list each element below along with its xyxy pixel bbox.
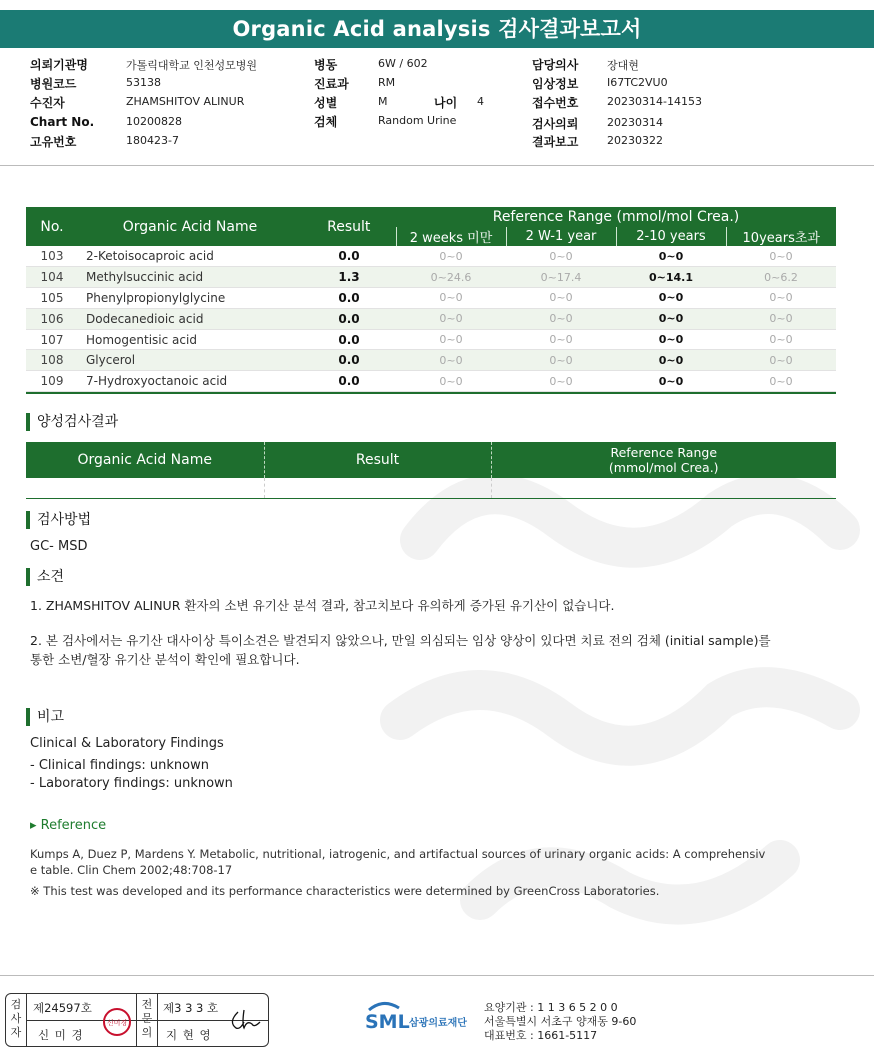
lab-address: 서울특별시 서초구 양재동 9-60 bbox=[484, 1015, 637, 1028]
cell-name: Dodecanedioic acid bbox=[78, 308, 302, 329]
cell-range-2: 0~0 bbox=[506, 329, 616, 350]
signature-divider bbox=[136, 994, 137, 1046]
label-department: 진료과 bbox=[314, 77, 349, 91]
sml-logo-text: SML bbox=[365, 1011, 410, 1033]
value-result-report: 20230322 bbox=[607, 134, 663, 147]
reference-note: ※ This test was developed and its performance characteristics were determined by GreenCross Laboratories. bbox=[30, 884, 660, 898]
label-specimen: 검체 bbox=[314, 115, 338, 129]
tester-seal-icon bbox=[102, 1007, 132, 1037]
footer-separator bbox=[0, 975, 874, 976]
pos-cell-ref bbox=[491, 478, 836, 498]
cell-result: 0.0 bbox=[302, 350, 396, 371]
cell-name: 7-Hydroxyoctanoic acid bbox=[78, 371, 302, 392]
label-physician: 담당의사 bbox=[532, 58, 579, 72]
cell-name: Homogentisic acid bbox=[78, 329, 302, 350]
cell-range-1: 0~0 bbox=[396, 246, 506, 267]
table-row bbox=[26, 246, 836, 267]
cell-result: 0.0 bbox=[302, 288, 396, 309]
col-header-range-3: 2-10 years bbox=[616, 227, 726, 246]
opinion-line-2b: 통한 소변/혈장 유기산 분석이 확인에 필요합니다. bbox=[30, 652, 300, 667]
value-ward: 6W / 602 bbox=[378, 57, 428, 70]
value-test-request: 20230314 bbox=[607, 116, 663, 129]
cell-range-2: 0~0 bbox=[506, 308, 616, 329]
value-age: 4 bbox=[477, 95, 484, 108]
opinion-line-2a: 2. 본 검사에서는 유기산 대사이상 특이소견은 발견되지 않았으나, 만일 의심되는 임상 양상이 있다면 치료 전의 검체 (initial sample)를 bbox=[30, 633, 771, 648]
cell-range-4: 0~0 bbox=[726, 308, 836, 329]
section-title-remarks: 비고 bbox=[26, 708, 64, 726]
cell-result: 0.0 bbox=[302, 329, 396, 350]
value-unique-no: 180423-7 bbox=[126, 134, 179, 147]
cell-result: 1.3 bbox=[302, 267, 396, 288]
cell-no: 108 bbox=[26, 350, 78, 371]
tester-label: 검사자 bbox=[10, 998, 22, 1039]
specialist-label: 전문의 bbox=[141, 998, 153, 1039]
remarks-line-3: - Laboratory findings: unknown bbox=[30, 776, 233, 791]
cell-result: 0.0 bbox=[302, 308, 396, 329]
value-patient: ZHAMSHITOV ALINUR bbox=[126, 95, 245, 108]
signature-box bbox=[5, 993, 269, 1047]
cell-name: Glycerol bbox=[78, 350, 302, 371]
cell-name: Methylsuccinic acid bbox=[78, 267, 302, 288]
results-table bbox=[26, 207, 836, 394]
col-header-name: Organic Acid Name bbox=[78, 207, 302, 246]
cell-no: 107 bbox=[26, 329, 78, 350]
cell-name: Phenylpropionylglycine bbox=[78, 288, 302, 309]
value-specimen: Random Urine bbox=[378, 114, 457, 127]
value-chart-no: 10200828 bbox=[126, 115, 182, 128]
positive-results-table bbox=[26, 442, 836, 499]
label-test-request: 검사의뢰 bbox=[532, 117, 579, 131]
reference-title: ▸ Reference bbox=[30, 818, 107, 833]
table-row bbox=[26, 350, 836, 371]
col-header-no: No. bbox=[26, 207, 78, 246]
section-title-opinion: 소견 bbox=[26, 568, 64, 586]
cell-range-3: 0~0 bbox=[616, 246, 726, 267]
label-ward: 병동 bbox=[314, 58, 338, 72]
label-hospital-code: 병원코드 bbox=[30, 77, 77, 91]
cell-range-2: 0~17.4 bbox=[506, 267, 616, 288]
value-requesting-institution: 가톨릭대학교 인천성모병원 bbox=[126, 59, 258, 72]
value-department: RM bbox=[378, 76, 396, 89]
pos-cell-result bbox=[264, 478, 491, 498]
cell-range-2: 0~0 bbox=[506, 350, 616, 371]
col-header-result: Result bbox=[302, 207, 396, 246]
value-receipt-no: 20230314-14153 bbox=[607, 95, 702, 108]
cell-no: 109 bbox=[26, 371, 78, 392]
sml-logo-icon bbox=[365, 1000, 480, 1040]
label-receipt-no: 접수번호 bbox=[532, 96, 579, 110]
report-title: Organic Acid analysis 검사결과보고서 bbox=[0, 10, 874, 48]
value-clinical-info: I67TC2VU0 bbox=[607, 76, 668, 89]
pos-col-header-ref bbox=[491, 442, 836, 478]
lab-contact bbox=[484, 1001, 636, 1043]
cell-range-1: 0~0 bbox=[396, 329, 506, 350]
label-clinical-info: 임상정보 bbox=[532, 77, 579, 91]
label-requesting-institution: 의뢰기관명 bbox=[30, 58, 88, 72]
specialist-name: 지 현 영 bbox=[166, 1028, 212, 1042]
signature-divider bbox=[157, 994, 158, 1046]
sml-org-name: 삼광의료재단 bbox=[409, 1018, 467, 1029]
table-bottom-rule bbox=[26, 392, 836, 394]
cell-range-3: 0~0 bbox=[616, 288, 726, 309]
cell-range-1: 0~24.6 bbox=[396, 267, 506, 288]
col-header-ref-range: Reference Range (mmol/mol Crea.) bbox=[396, 207, 836, 227]
pos-ref-line2: (mmol/mol Crea.) bbox=[608, 460, 719, 475]
table-row bbox=[26, 329, 836, 350]
value-sex: M bbox=[378, 95, 388, 108]
remarks-line-1: Clinical & Laboratory Findings bbox=[30, 736, 224, 751]
pos-col-header-name: Organic Acid Name bbox=[26, 442, 264, 478]
cell-range-4: 0~0 bbox=[726, 329, 836, 350]
cell-range-3: 0~14.1 bbox=[616, 267, 726, 288]
cell-range-1: 0~0 bbox=[396, 371, 506, 392]
table-row bbox=[26, 288, 836, 309]
cell-no: 103 bbox=[26, 246, 78, 267]
col-header-range-2: 2 W-1 year bbox=[506, 227, 616, 246]
cell-range-1: 0~0 bbox=[396, 288, 506, 309]
pos-ref-line1: Reference Range bbox=[610, 445, 718, 460]
sml-logo bbox=[365, 1000, 480, 1044]
cell-no: 104 bbox=[26, 267, 78, 288]
lab-institution-code: 요양기관 : 1 1 3 6 5 2 0 0 bbox=[484, 1001, 618, 1014]
cell-range-1: 0~0 bbox=[396, 350, 506, 371]
cell-range-1: 0~0 bbox=[396, 308, 506, 329]
cell-range-4: 0~0 bbox=[726, 371, 836, 392]
label-patient: 수진자 bbox=[30, 96, 65, 110]
info-separator bbox=[0, 165, 874, 166]
remarks-line-2: - Clinical findings: unknown bbox=[30, 758, 209, 773]
pos-cell-name bbox=[26, 478, 264, 498]
cell-range-3: 0~0 bbox=[616, 329, 726, 350]
specialist-signature-icon bbox=[226, 1006, 264, 1036]
table-row bbox=[26, 267, 836, 288]
value-hospital-code: 53138 bbox=[126, 76, 161, 89]
section-title-method: 검사방법 bbox=[26, 511, 91, 529]
pos-col-header-result: Result bbox=[264, 442, 491, 478]
col-header-range-4: 10years초과 bbox=[726, 227, 836, 246]
cell-range-4: 0~6.2 bbox=[726, 267, 836, 288]
cell-range-4: 0~0 bbox=[726, 288, 836, 309]
label-age: 나이 bbox=[434, 96, 458, 110]
method-text: GC- MSD bbox=[30, 539, 88, 554]
cell-range-4: 0~0 bbox=[726, 246, 836, 267]
cell-name: 2-Ketoisocaproic acid bbox=[78, 246, 302, 267]
section-title-positive: 양성검사결과 bbox=[26, 413, 118, 431]
cell-range-2: 0~0 bbox=[506, 246, 616, 267]
cell-range-2: 0~0 bbox=[506, 371, 616, 392]
label-unique-no: 고유번호 bbox=[30, 135, 77, 149]
cell-range-3: 0~0 bbox=[616, 371, 726, 392]
reference-text-1: Kumps A, Duez P, Mardens Y. Metabolic, nutritional, iatrogenic, and artifactual sources of urinary organic acids: A comprehensiv bbox=[30, 847, 766, 861]
reference-text-2: e table. Clin Chem 2002;48:708-17 bbox=[30, 863, 233, 877]
label-result-report: 결과보고 bbox=[532, 135, 579, 149]
cell-result: 0.0 bbox=[302, 371, 396, 392]
table-row bbox=[26, 478, 836, 498]
value-physician: 장대현 bbox=[607, 59, 639, 72]
tester-seal-text: 신미경 bbox=[106, 1019, 128, 1027]
cell-range-2: 0~0 bbox=[506, 288, 616, 309]
cell-no: 106 bbox=[26, 308, 78, 329]
lab-phone: 대표번호 : 1661-5117 bbox=[484, 1029, 598, 1042]
cell-no: 105 bbox=[26, 288, 78, 309]
specialist-license-no: 제3 3 3 호 bbox=[163, 1001, 219, 1015]
table-row bbox=[26, 308, 836, 329]
cell-range-4: 0~0 bbox=[726, 350, 836, 371]
tester-name: 신 미 경 bbox=[38, 1028, 84, 1042]
col-header-range-1: 2 weeks 미만 bbox=[396, 227, 506, 246]
opinion-line-1: 1. ZHAMSHITOV ALINUR 환자의 소변 유기산 분석 결과, 참고치보다 유의하게 증가된 유기산이 없습니다. bbox=[30, 598, 615, 613]
tester-license-no: 제24597호 bbox=[33, 1001, 92, 1015]
cell-range-3: 0~0 bbox=[616, 350, 726, 371]
cell-result: 0.0 bbox=[302, 246, 396, 267]
label-chart-no: Chart No. bbox=[30, 115, 95, 129]
cell-range-3: 0~0 bbox=[616, 308, 726, 329]
table-row bbox=[26, 371, 836, 392]
label-sex: 성별 bbox=[314, 96, 338, 110]
